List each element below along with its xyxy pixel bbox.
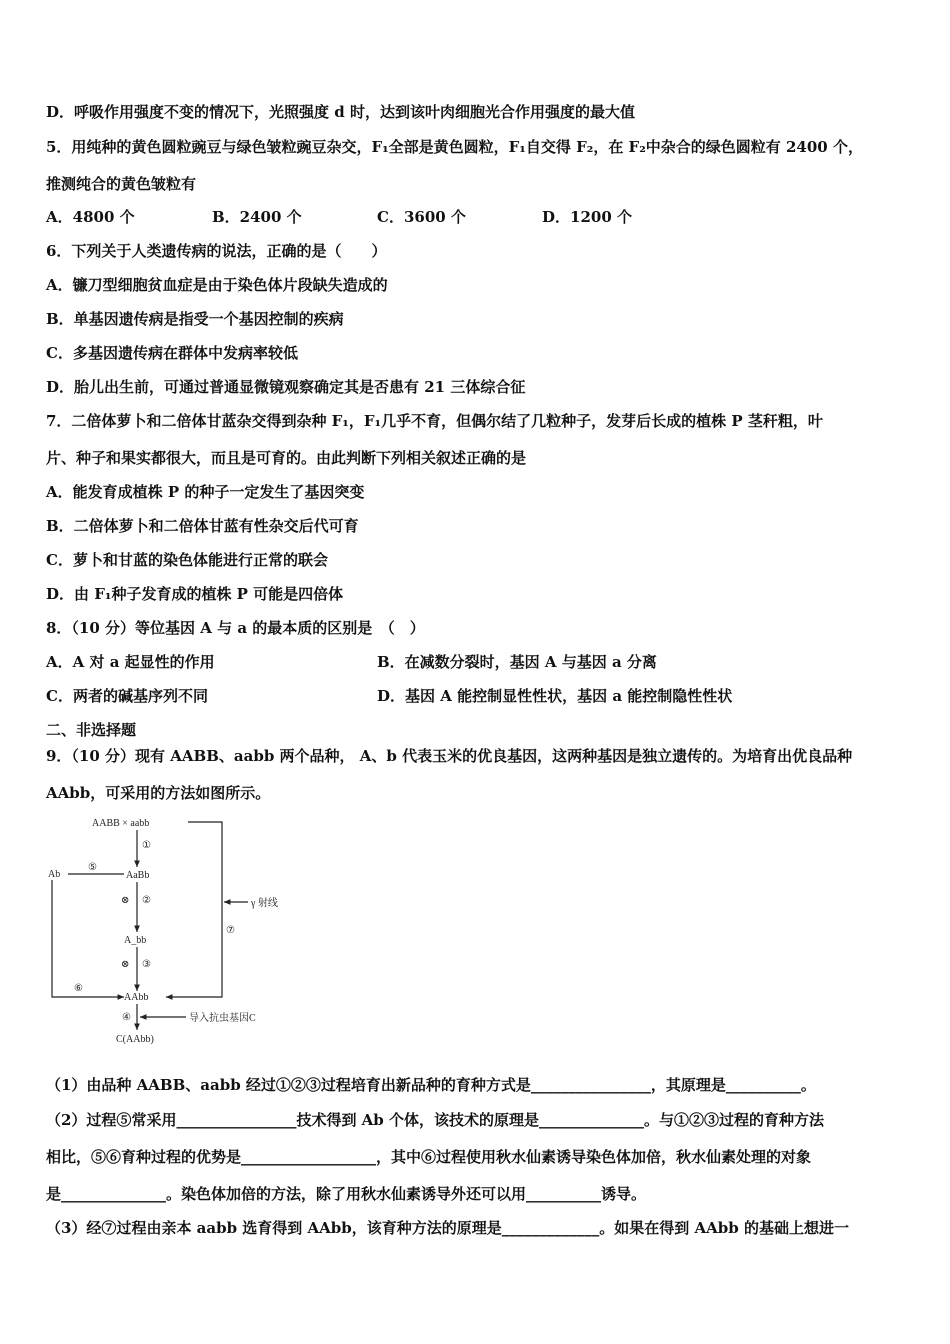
q7-option-b: B．二倍体萝卜和二倍体甘蓝有性杂交后代可育 [46,517,359,535]
section-2-heading: 二、非选择题 [46,721,137,739]
diagram-step-3: ③ [142,959,151,970]
q6-option-d: D．胎儿出生前，可通过普通显微镜观察确定其是否患有 21 三体综合征 [46,378,526,396]
q8-stem: 8．（10 分）等位基因 A 与 a 的最本质的区别是 （ ） [46,619,425,637]
diagram-selfing-2: ⊗ [121,959,130,970]
diagram-step-1: ① [142,840,151,851]
diagram-parents: AABB × aabb [92,818,150,829]
q6-option-b: B．单基因遗传病是指受一个基因控制的疾病 [46,310,344,328]
q9-part-2-line-3: 是______________。染色体加倍的方法，除了用秋水仙素诱导外还可以用__________诱导。 [46,1185,647,1203]
q5-option-a: A．4800 个 [46,208,135,226]
q5-stem-1: 5．用纯种的黄色圆粒豌豆与绿色皱粒豌豆杂交，F₁全部是黄色圆粒，F₁自交得 F₂，在 F₂中杂合的绿色圆粒有 2400 个， [46,138,863,156]
diagram-ab: Ab [48,869,61,880]
q8-option-c: C．两者的碱基序列不同 [46,687,208,705]
breeding-diagram [40,810,300,1050]
diagram-aabb: AAbb [124,992,149,1003]
q6-option-a: A．镰刀型细胞贫血症是由于染色体片段缺失造成的 [46,276,388,294]
q5-option-c: C．3600 个 [377,208,466,226]
q9-part-2-line-2: 相比，⑤⑥育种过程的优势是__________________，其中⑥过程使用秋水仙素诱导染色体加倍，秋水仙素处理的对象 [46,1148,812,1166]
q6-option-c: C．多基因遗传病在群体中发病率较低 [46,344,298,362]
q7-stem-1: 7．二倍体萝卜和二倍体甘蓝杂交得到杂种 F₁，F₁几乎不育，但偶尔结了几粒种子，发芽后长成的植株 P 茎秆粗，叶 [46,412,823,430]
q5-option-d: D．1200 个 [542,208,632,226]
q4-option-d: D．呼吸作用强度不变的情况下，光照强度 d 时，达到该叶肉细胞光合作用强度的最大值 [46,103,635,121]
diagram-a-bb: A_bb [124,935,147,946]
q9-part-3: （3）经⑦过程由亲本 aabb 选育得到 AAbb，该育种方法的原理是_____________。如果在得到 AAbb 的基础上想进一 [46,1219,849,1237]
q9-part-2-line-1: （2）过程⑤常采用________________技术得到 Ab 个体，该技术的原理是______________。与①②③过程的育种方法 [46,1111,825,1129]
diagram-path-5-6 [52,874,124,997]
diagram-f1: AaBb [126,870,150,881]
diagram-step-5: ⑤ [88,862,97,873]
diagram-step-2: ② [142,895,151,906]
q6-stem: 6．下列关于人类遗传病的说法，正确的是（ ） [46,242,387,260]
q5-stem-2: 推测纯合的黄色皱粒有 [46,175,197,193]
q7-option-c: C．萝卜和甘蓝的染色体能进行正常的联会 [46,551,328,569]
diagram-selfing-1: ⊗ [121,895,130,906]
q9-part-1: （1）由品种 AABB、aabb 经过①②③过程培育出新品种的育种方式是________________，其原理是__________。 [46,1076,816,1094]
q7-option-a: A．能发育成植株 P 的种子一定发生了基因突变 [46,483,365,501]
q8-option-a: A．A 对 a 起显性的作用 [46,653,215,671]
diagram-step-7: ⑦ [226,925,235,936]
q9-stem-1: 9．（10 分）现有 AABB、aabb 两个品种， A、b 代表玉米的优良基因，这两种基因是独立遗传的。为培育出优良品种 [46,747,853,765]
q8-option-b: B．在减数分裂时，基因 A 与基因 a 分离 [377,653,657,671]
q7-option-d: D．由 F₁种子发育成的植株 P 可能是四倍体 [46,585,344,603]
diagram-c-result: C(AAbb) [116,1034,154,1045]
q8-option-d: D．基因 A 能控制显性性状，基因 a 能控制隐性性状 [377,687,733,705]
q9-stem-2: AAbb，可采用的方法如图所示。 [46,784,271,802]
diagram-step-6: ⑥ [74,983,83,994]
diagram-gamma-label: γ 射线 [251,898,278,909]
diagram-step-4: ④ [122,1012,131,1023]
q5-option-b: B．2400 个 [212,208,302,226]
diagram-gene-c-label: 导入抗虫基因C [189,1013,256,1024]
diagram-path-7 [166,822,222,997]
q7-stem-2: 片、种子和果实都很大，而且是可育的。由此判断下列相关叙述正确的是 [46,449,527,467]
